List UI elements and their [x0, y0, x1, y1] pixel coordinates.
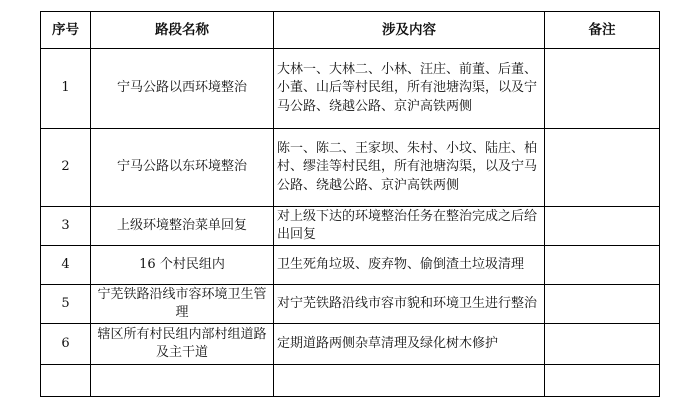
row-name: 上级环境整治菜单回复: [91, 207, 274, 246]
table-row: [41, 324, 660, 365]
row-content: 定期道路两侧杂草清理及绿化树木修护: [274, 324, 545, 365]
row-seq: [41, 365, 91, 397]
row-seq: 6: [41, 324, 91, 365]
row-name: 宁芜铁路沿线市容环境卫生管理: [91, 285, 274, 324]
row-content: [274, 365, 545, 397]
row-seq: 1: [41, 49, 91, 129]
table-header-row: [41, 12, 660, 49]
row-name: [91, 365, 274, 397]
row-remark: [545, 285, 660, 324]
header-content: 涉及内容: [274, 12, 545, 49]
row-remark: [545, 324, 660, 365]
table-row: [41, 207, 660, 246]
row-remark: [545, 365, 660, 397]
header-remark: 备注: [545, 12, 660, 49]
row-content: 卫生死角垃圾、废弃物、偷倒渣土垃圾清理: [274, 246, 545, 285]
row-name: 辖区所有村民组内部村组道路及主干道: [91, 324, 274, 365]
row-content: 对上级下达的环境整治任务在整治完成之后给出回复: [274, 207, 545, 246]
header-seq: 序号: [41, 12, 91, 49]
row-seq: 4: [41, 246, 91, 285]
table-row: [41, 285, 660, 324]
row-content: 对宁芜铁路沿线市容市貌和环境卫生进行整治: [274, 285, 545, 324]
row-remark: [545, 129, 660, 207]
work-table: [40, 11, 660, 397]
row-content: 陈一、陈二、王家坝、朱村、小坟、陆庄、柏村、缪洼等村民组，所有池塘沟渠，以及宁马公路、绕越公路、京沪高铁两侧: [274, 129, 545, 207]
row-name: 宁马公路以东环境整治: [91, 129, 274, 207]
header-name: 路段名称: [91, 12, 274, 49]
row-name: 16 个村民组内: [91, 246, 274, 285]
row-remark: [545, 49, 660, 129]
row-remark: [545, 246, 660, 285]
row-seq: 5: [41, 285, 91, 324]
row-seq: 2: [41, 129, 91, 207]
table-row: [41, 49, 660, 129]
table-row: [41, 129, 660, 207]
row-remark: [545, 207, 660, 246]
row-seq: 3: [41, 207, 91, 246]
table-row: [41, 246, 660, 285]
row-name: 宁马公路以西环境整治: [91, 49, 274, 129]
row-content: 大林一、大林二、小林、汪庄、前董、后董、小董、山后等村民组，所有池塘沟渠，以及宁马公路、绕越公路、京沪高铁两侧: [274, 49, 545, 129]
table-row: [41, 365, 660, 397]
